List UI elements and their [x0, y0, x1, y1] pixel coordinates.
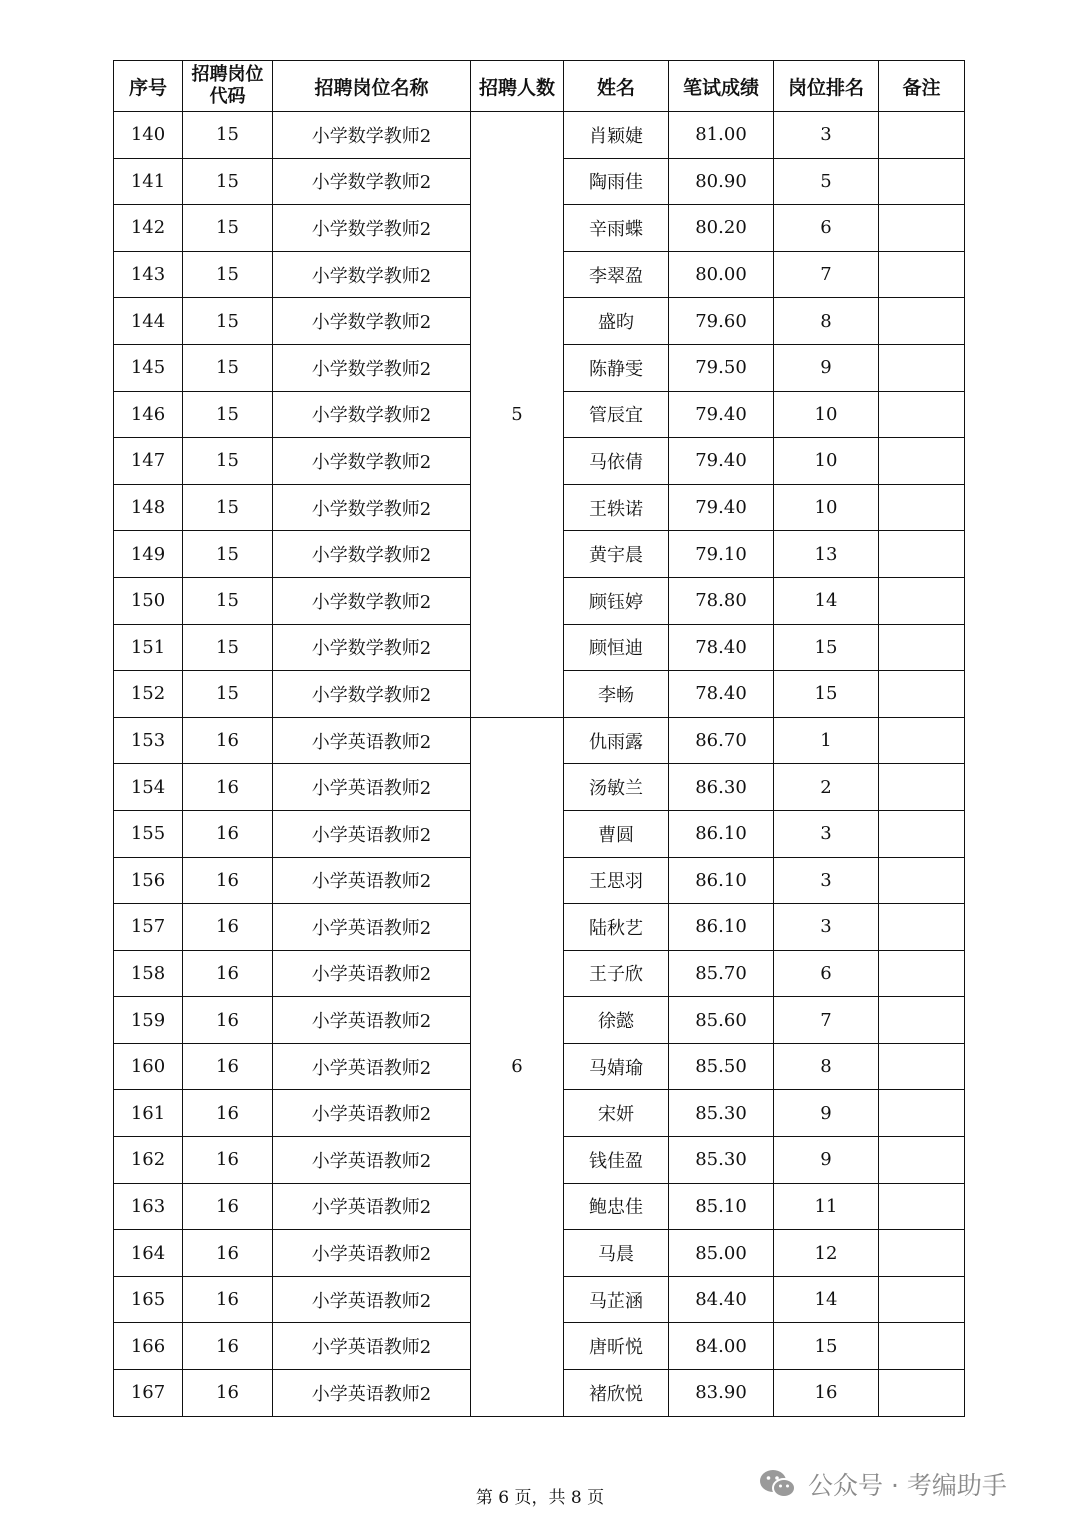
- cell-position-name: 小学数学教师2: [273, 158, 471, 205]
- cell-name: 顾钰婷: [564, 577, 669, 624]
- cell-remarks: [879, 950, 965, 997]
- table-row: [114, 1370, 965, 1417]
- cell-name: 褚欣悦: [564, 1370, 669, 1417]
- cell-position-name: 小学数学教师2: [273, 298, 471, 345]
- cell-written-score: 84.00: [669, 1323, 774, 1370]
- cell-serial: 147: [114, 438, 183, 485]
- cell-written-score: 79.10: [669, 531, 774, 578]
- cell-written-score: 86.10: [669, 857, 774, 904]
- cell-rank: 2: [774, 764, 879, 811]
- cell-written-score: 80.00: [669, 251, 774, 298]
- cell-recruit-count: [471, 1090, 564, 1137]
- cell-position-code: 16: [183, 1370, 273, 1417]
- cell-serial: 149: [114, 531, 183, 578]
- cell-remarks: [879, 810, 965, 857]
- cell-written-score: 78.40: [669, 624, 774, 671]
- cell-recruit-count: [471, 997, 564, 1044]
- cell-remarks: [879, 1323, 965, 1370]
- cell-remarks: [879, 624, 965, 671]
- cell-position-code: 15: [183, 671, 273, 718]
- cell-name: 黄宇晨: [564, 531, 669, 578]
- cell-remarks: [879, 391, 965, 438]
- cell-position-name: 小学英语教师2: [273, 997, 471, 1044]
- table-row: [114, 344, 965, 391]
- table-row: [114, 1090, 965, 1137]
- cell-recruit-count: [471, 438, 564, 485]
- cell-recruit-count: [471, 810, 564, 857]
- table-row: [114, 671, 965, 718]
- cell-name: 徐懿: [564, 997, 669, 1044]
- cell-recruit-count: 6: [471, 1043, 564, 1090]
- cell-remarks: [879, 1137, 965, 1184]
- cell-written-score: 85.00: [669, 1230, 774, 1277]
- table-row: [114, 810, 965, 857]
- cell-written-score: 79.50: [669, 344, 774, 391]
- table-row: [114, 298, 965, 345]
- cell-position-name: 小学英语教师2: [273, 764, 471, 811]
- cell-recruit-count: [471, 251, 564, 298]
- cell-serial: 154: [114, 764, 183, 811]
- cell-recruit-count: [471, 717, 564, 764]
- cell-serial: 164: [114, 1230, 183, 1277]
- cell-remarks: [879, 857, 965, 904]
- cell-serial: 152: [114, 671, 183, 718]
- cell-position-code: 16: [183, 857, 273, 904]
- cell-position-code: 15: [183, 112, 273, 159]
- cell-name: 李畅: [564, 671, 669, 718]
- cell-position-name: 小学英语教师2: [273, 1276, 471, 1323]
- cell-remarks: [879, 158, 965, 205]
- cell-rank: 3: [774, 904, 879, 951]
- cell-remarks: [879, 904, 965, 951]
- cell-remarks: [879, 1370, 965, 1417]
- watermark-text: 公众号 · 考编助手: [808, 1471, 1007, 1500]
- cell-rank: 10: [774, 438, 879, 485]
- cell-position-name: 小学数学教师2: [273, 205, 471, 252]
- cell-rank: 6: [774, 205, 879, 252]
- cell-remarks: [879, 1043, 965, 1090]
- cell-recruit-count: [471, 531, 564, 578]
- cell-rank: 3: [774, 810, 879, 857]
- cell-serial: 162: [114, 1137, 183, 1184]
- table-row: [114, 577, 965, 624]
- cell-written-score: 86.10: [669, 904, 774, 951]
- cell-recruit-count: [471, 671, 564, 718]
- cell-serial: 167: [114, 1370, 183, 1417]
- header-position-name: 招聘岗位名称: [273, 61, 471, 112]
- cell-recruit-count: [471, 1183, 564, 1230]
- cell-position-name: 小学英语教师2: [273, 1183, 471, 1230]
- cell-name: 马晨: [564, 1230, 669, 1277]
- cell-serial: 148: [114, 484, 183, 531]
- header-serial: 序号: [114, 61, 183, 112]
- table-row: [114, 112, 965, 159]
- cell-rank: 14: [774, 577, 879, 624]
- table-header-row: [114, 61, 965, 112]
- cell-position-name: 小学英语教师2: [273, 717, 471, 764]
- table-body: [114, 112, 965, 1417]
- header-rank: 岗位排名: [774, 61, 879, 112]
- cell-position-code: 16: [183, 1230, 273, 1277]
- cell-remarks: [879, 717, 965, 764]
- header-recruit-count: 招聘人数: [471, 61, 564, 112]
- cell-written-score: 83.90: [669, 1370, 774, 1417]
- cell-remarks: [879, 205, 965, 252]
- cell-rank: 15: [774, 624, 879, 671]
- cell-position-code: 16: [183, 1137, 273, 1184]
- cell-position-code: 16: [183, 1090, 273, 1137]
- cell-remarks: [879, 484, 965, 531]
- cell-position-code: 16: [183, 1323, 273, 1370]
- cell-recruit-count: [471, 624, 564, 671]
- table-row: [114, 624, 965, 671]
- cell-position-name: 小学数学教师2: [273, 624, 471, 671]
- cell-position-name: 小学英语教师2: [273, 857, 471, 904]
- cell-position-name: 小学数学教师2: [273, 391, 471, 438]
- header-remarks: 备注: [879, 61, 965, 112]
- cell-recruit-count: [471, 112, 564, 159]
- cell-recruit-count: [471, 577, 564, 624]
- cell-written-score: 79.40: [669, 391, 774, 438]
- cell-rank: 10: [774, 391, 879, 438]
- cell-rank: 8: [774, 298, 879, 345]
- header-name: 姓名: [564, 61, 669, 112]
- cell-name: 仇雨露: [564, 717, 669, 764]
- cell-name: 唐昕悦: [564, 1323, 669, 1370]
- cell-position-name: 小学数学教师2: [273, 531, 471, 578]
- cell-name: 马依倩: [564, 438, 669, 485]
- cell-position-name: 小学英语教师2: [273, 810, 471, 857]
- cell-position-name: 小学数学教师2: [273, 577, 471, 624]
- cell-serial: 155: [114, 810, 183, 857]
- table-row: [114, 484, 965, 531]
- cell-recruit-count: [471, 298, 564, 345]
- cell-written-score: 79.40: [669, 438, 774, 485]
- cell-position-name: 小学数学教师2: [273, 344, 471, 391]
- cell-rank: 3: [774, 857, 879, 904]
- cell-position-code: 15: [183, 391, 273, 438]
- cell-name: 管辰宜: [564, 391, 669, 438]
- cell-recruit-count: [471, 158, 564, 205]
- cell-rank: 9: [774, 344, 879, 391]
- table-row: [114, 158, 965, 205]
- table-row: [114, 1043, 965, 1090]
- cell-serial: 159: [114, 997, 183, 1044]
- cell-serial: 140: [114, 112, 183, 159]
- cell-written-score: 85.10: [669, 1183, 774, 1230]
- cell-serial: 142: [114, 205, 183, 252]
- header-written-score: 笔试成绩: [669, 61, 774, 112]
- cell-rank: 5: [774, 158, 879, 205]
- cell-serial: 161: [114, 1090, 183, 1137]
- page-footer: 第 6 页，共 8 页: [475, 1488, 605, 1508]
- cell-remarks: [879, 1230, 965, 1277]
- cell-name: 马婧瑜: [564, 1043, 669, 1090]
- table-row: [114, 997, 965, 1044]
- cell-rank: 6: [774, 950, 879, 997]
- cell-written-score: 80.90: [669, 158, 774, 205]
- table-row: [114, 531, 965, 578]
- cell-position-name: 小学英语教师2: [273, 1137, 471, 1184]
- cell-remarks: [879, 764, 965, 811]
- cell-remarks: [879, 1276, 965, 1323]
- cell-serial: 151: [114, 624, 183, 671]
- cell-position-name: 小学英语教师2: [273, 904, 471, 951]
- cell-recruit-count: [471, 344, 564, 391]
- cell-rank: 9: [774, 1090, 879, 1137]
- cell-serial: 157: [114, 904, 183, 951]
- cell-recruit-count: [471, 1323, 564, 1370]
- cell-rank: 15: [774, 1323, 879, 1370]
- cell-remarks: [879, 344, 965, 391]
- table-row: [114, 251, 965, 298]
- cell-position-code: 16: [183, 950, 273, 997]
- header-code-line2: 代码: [209, 86, 246, 107]
- cell-position-code: 16: [183, 1043, 273, 1090]
- cell-position-code: 16: [183, 1183, 273, 1230]
- table-row: [114, 391, 965, 438]
- cell-rank: 11: [774, 1183, 879, 1230]
- cell-written-score: 86.30: [669, 764, 774, 811]
- cell-position-code: 15: [183, 298, 273, 345]
- cell-name: 钱佳盈: [564, 1137, 669, 1184]
- cell-written-score: 78.40: [669, 671, 774, 718]
- cell-serial: 166: [114, 1323, 183, 1370]
- cell-recruit-count: [471, 857, 564, 904]
- cell-name: 陈静雯: [564, 344, 669, 391]
- cell-recruit-count: 5: [471, 391, 564, 438]
- cell-name: 马芷涵: [564, 1276, 669, 1323]
- cell-serial: 160: [114, 1043, 183, 1090]
- cell-rank: 16: [774, 1370, 879, 1417]
- cell-recruit-count: [471, 950, 564, 997]
- cell-position-name: 小学数学教师2: [273, 671, 471, 718]
- cell-position-code: 15: [183, 531, 273, 578]
- cell-recruit-count: [471, 1370, 564, 1417]
- cell-serial: 146: [114, 391, 183, 438]
- cell-rank: 12: [774, 1230, 879, 1277]
- cell-name: 曹圆: [564, 810, 669, 857]
- cell-written-score: 86.10: [669, 810, 774, 857]
- cell-position-name: 小学数学教师2: [273, 438, 471, 485]
- wechat-icon: [758, 1467, 798, 1501]
- cell-written-score: 79.60: [669, 298, 774, 345]
- cell-position-code: 16: [183, 717, 273, 764]
- cell-rank: 7: [774, 251, 879, 298]
- cell-name: 陶雨佳: [564, 158, 669, 205]
- table-row: [114, 438, 965, 485]
- cell-name: 陆秋艺: [564, 904, 669, 951]
- cell-written-score: 85.70: [669, 950, 774, 997]
- cell-name: 盛昀: [564, 298, 669, 345]
- cell-rank: 14: [774, 1276, 879, 1323]
- table-row: [114, 950, 965, 997]
- table-row: [114, 764, 965, 811]
- cell-serial: 150: [114, 577, 183, 624]
- cell-written-score: 85.30: [669, 1090, 774, 1137]
- cell-position-name: 小学英语教师2: [273, 1043, 471, 1090]
- table-row: [114, 717, 965, 764]
- cell-position-name: 小学英语教师2: [273, 1370, 471, 1417]
- cell-position-code: 15: [183, 624, 273, 671]
- cell-written-score: 80.20: [669, 205, 774, 252]
- cell-position-code: 15: [183, 251, 273, 298]
- cell-position-code: 16: [183, 904, 273, 951]
- cell-position-code: 15: [183, 438, 273, 485]
- header-code-line1: 招聘岗位: [191, 64, 264, 85]
- cell-serial: 145: [114, 344, 183, 391]
- score-table: [113, 60, 965, 1417]
- cell-rank: 8: [774, 1043, 879, 1090]
- cell-rank: 10: [774, 484, 879, 531]
- table-row: [114, 1323, 965, 1370]
- cell-rank: 7: [774, 997, 879, 1044]
- cell-name: 李翠盈: [564, 251, 669, 298]
- cell-remarks: [879, 1090, 965, 1137]
- cell-name: 王子欣: [564, 950, 669, 997]
- cell-serial: 153: [114, 717, 183, 764]
- cell-position-code: 15: [183, 484, 273, 531]
- cell-name: 宋妍: [564, 1090, 669, 1137]
- cell-position-name: 小学英语教师2: [273, 950, 471, 997]
- cell-position-name: 小学数学教师2: [273, 251, 471, 298]
- cell-rank: 15: [774, 671, 879, 718]
- cell-position-name: 小学英语教师2: [273, 1323, 471, 1370]
- cell-name: 王轶诺: [564, 484, 669, 531]
- table-row: [114, 1137, 965, 1184]
- cell-position-name: 小学英语教师2: [273, 1230, 471, 1277]
- cell-position-code: 15: [183, 577, 273, 624]
- table-row: [114, 205, 965, 252]
- cell-recruit-count: [471, 1230, 564, 1277]
- cell-remarks: [879, 251, 965, 298]
- cell-written-score: 84.40: [669, 1276, 774, 1323]
- cell-remarks: [879, 997, 965, 1044]
- cell-serial: 158: [114, 950, 183, 997]
- cell-remarks: [879, 671, 965, 718]
- cell-remarks: [879, 298, 965, 345]
- cell-recruit-count: [471, 1276, 564, 1323]
- cell-name: 顾恒迪: [564, 624, 669, 671]
- cell-position-name: 小学数学教师2: [273, 484, 471, 531]
- cell-remarks: [879, 577, 965, 624]
- cell-serial: 141: [114, 158, 183, 205]
- cell-rank: 9: [774, 1137, 879, 1184]
- cell-serial: 156: [114, 857, 183, 904]
- cell-name: 鲍忠佳: [564, 1183, 669, 1230]
- cell-written-score: 79.40: [669, 484, 774, 531]
- cell-recruit-count: [471, 904, 564, 951]
- cell-name: 辛雨蝶: [564, 205, 669, 252]
- cell-name: 汤敏兰: [564, 764, 669, 811]
- cell-remarks: [879, 438, 965, 485]
- cell-serial: 165: [114, 1276, 183, 1323]
- header-position-code: [183, 61, 273, 112]
- cell-remarks: [879, 112, 965, 159]
- cell-recruit-count: [471, 205, 564, 252]
- table-row: [114, 1230, 965, 1277]
- cell-recruit-count: [471, 764, 564, 811]
- table-row: [114, 1183, 965, 1230]
- cell-written-score: 81.00: [669, 112, 774, 159]
- cell-position-code: 15: [183, 344, 273, 391]
- cell-written-score: 85.50: [669, 1043, 774, 1090]
- cell-name: 王思羽: [564, 857, 669, 904]
- cell-position-code: 15: [183, 158, 273, 205]
- table-row: [114, 904, 965, 951]
- cell-position-code: 15: [183, 205, 273, 252]
- cell-written-score: 85.60: [669, 997, 774, 1044]
- cell-written-score: 78.80: [669, 577, 774, 624]
- cell-serial: 144: [114, 298, 183, 345]
- watermark: [758, 1464, 1007, 1504]
- cell-position-code: 16: [183, 997, 273, 1044]
- table-row: [114, 1276, 965, 1323]
- table-row: [114, 857, 965, 904]
- cell-remarks: [879, 531, 965, 578]
- cell-serial: 143: [114, 251, 183, 298]
- cell-name: 肖颖婕: [564, 112, 669, 159]
- cell-position-name: 小学数学教师2: [273, 112, 471, 159]
- cell-position-name: 小学英语教师2: [273, 1090, 471, 1137]
- cell-serial: 163: [114, 1183, 183, 1230]
- cell-recruit-count: [471, 484, 564, 531]
- cell-rank: 13: [774, 531, 879, 578]
- cell-position-code: 16: [183, 810, 273, 857]
- cell-remarks: [879, 1183, 965, 1230]
- cell-written-score: 85.30: [669, 1137, 774, 1184]
- cell-rank: 3: [774, 112, 879, 159]
- cell-rank: 1: [774, 717, 879, 764]
- cell-recruit-count: [471, 1137, 564, 1184]
- cell-written-score: 86.70: [669, 717, 774, 764]
- cell-position-code: 16: [183, 764, 273, 811]
- cell-position-code: 16: [183, 1276, 273, 1323]
